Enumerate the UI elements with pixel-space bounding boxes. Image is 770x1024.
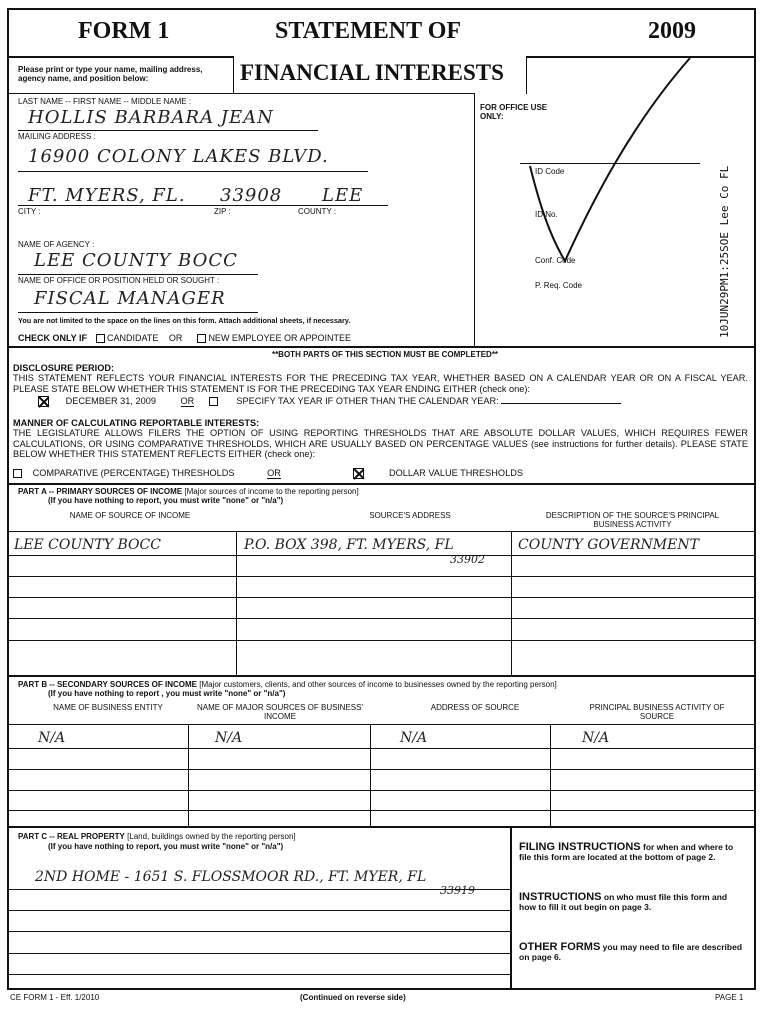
statement-title-line2: FINANCIAL INTERESTS	[240, 60, 504, 85]
divider	[8, 810, 755, 811]
city-line	[18, 205, 388, 206]
divider	[8, 618, 755, 619]
city-label: CITY :	[18, 207, 41, 216]
instr-text: on who must file this form and how to fill it out begin on page 3.	[519, 892, 728, 912]
agency-label: NAME OF AGENCY :	[18, 240, 95, 249]
divider	[8, 748, 755, 749]
part-a-desc: [Major sources of income to the reporting person]	[184, 487, 359, 496]
part-b-col2-header: NAME OF MAJOR SOURCES OF BUSINESS' INCOME	[197, 703, 363, 721]
part-c-title: PART C -- REAL PROPERTY	[18, 832, 125, 841]
candidate-label: CANDIDATE	[107, 333, 159, 343]
new-employee-label: NEW EMPLOYEE OR APPOINTEE	[208, 333, 351, 343]
other-year-checkbox[interactable]	[209, 397, 218, 406]
other-forms	[519, 942, 744, 962]
mailing-line	[18, 171, 368, 172]
divider	[233, 56, 234, 94]
check-only-label: CHECK ONLY IF	[18, 333, 88, 343]
id-code-label: ID Code	[535, 167, 565, 176]
divider	[8, 889, 510, 890]
part-a-header	[18, 487, 359, 496]
divider	[8, 597, 755, 598]
instr-head: INSTRUCTIONS	[519, 891, 602, 903]
divider	[474, 93, 475, 346]
part-b-row1-address[interactable]: N/A	[400, 730, 428, 746]
dollar-value-option: DOLLAR VALUE THRESHOLDS	[389, 468, 523, 478]
divider	[8, 640, 755, 641]
manner-options	[13, 468, 748, 479]
other-year-field[interactable]	[501, 403, 621, 404]
agency-value[interactable]: LEE COUNTY BOCC	[34, 250, 238, 271]
other-head: OTHER FORMS	[519, 941, 601, 953]
part-c-header	[18, 832, 296, 841]
part-b-col3-header: ADDRESS OF SOURCE	[430, 703, 520, 712]
new-employee-checkbox[interactable]	[197, 334, 206, 343]
p-req-code-label: P. Req. Code	[535, 281, 582, 290]
received-stamp: 10JUN29PM1:25SOE Lee Co FL	[718, 165, 731, 338]
position-value[interactable]: FISCAL MANAGER	[34, 288, 226, 309]
divider	[8, 826, 755, 828]
divider	[8, 931, 510, 932]
id-no-label: ID No.	[535, 210, 558, 219]
conf-code-label: Conf. Code	[535, 256, 576, 265]
filing-text: for when and where to file this form are located at the bottom of page 2.	[519, 842, 734, 862]
part-c-note: (If you have nothing to report, you must write "none" or "n/a")	[48, 842, 284, 851]
form-year: 2009	[648, 18, 696, 44]
divider	[8, 346, 755, 348]
dollar-value-checkbox-checked[interactable]	[353, 468, 364, 479]
part-b-header	[18, 680, 557, 689]
filing-instructions	[519, 842, 744, 862]
position-label: NAME OF OFFICE OR POSITION HELD OR SOUGHT :	[18, 276, 220, 285]
other-year-option: SPECIFY TAX YEAR IF OTHER THAN THE CALENDAR YEAR:	[236, 396, 499, 406]
county-label: COUNTY :	[298, 207, 337, 216]
part-c-row1[interactable]: 2ND HOME - 1651 S. FLOSSMOOR RD., FT. MYER, FL	[35, 869, 427, 885]
who-must-file	[519, 892, 744, 912]
comparative-option: COMPARATIVE (PERCENTAGE) THRESHOLDS	[32, 468, 235, 478]
part-b-col4-header: PRINCIPAL BUSINESS ACTIVITY OF SOURCE	[589, 703, 725, 721]
other-text: you may need to file are described on page 6.	[519, 942, 743, 962]
zip-label: ZIP :	[214, 207, 231, 216]
part-a-col1-header: NAME OF SOURCE OF INCOME	[69, 511, 191, 520]
candidate-checkbox[interactable]	[96, 334, 105, 343]
part-b-row1-sources[interactable]: N/A	[215, 730, 243, 746]
divider	[188, 724, 189, 826]
divider	[8, 675, 755, 677]
divider	[8, 93, 474, 94]
name-label: LAST NAME -- FIRST NAME -- MIDDLE NAME :	[18, 97, 192, 106]
divider	[8, 790, 755, 791]
part-a-row1-address[interactable]: P.O. BOX 398, FT. MYERS, FL	[244, 537, 454, 553]
divider	[8, 974, 510, 975]
check-mark-icon	[520, 56, 720, 286]
mailing-value[interactable]: 16900 COLONY LAKES BLVD.	[28, 146, 329, 167]
disclosure-heading: DISCLOSURE PERIOD:	[13, 363, 115, 373]
part-b-row1-activity[interactable]: N/A	[582, 730, 610, 746]
footer-continued: (Continued on reverse side)	[300, 993, 406, 1002]
or-label: OR	[168, 333, 183, 343]
zip-value[interactable]: 33908	[220, 185, 283, 206]
comparative-checkbox[interactable]	[13, 469, 22, 478]
footer-page: PAGE 1	[715, 993, 744, 1002]
name-line	[18, 130, 318, 131]
name-value[interactable]: HOLLIS BARBARA JEAN	[28, 107, 274, 128]
part-b-note: (If you have nothing to report , you must write "none" or "n/a")	[48, 689, 286, 698]
manner-text: THE LEGISLATURE ALLOWS FILERS THE OPTION OF USING REPORTING THRESHOLDS THAT ARE ABSOLUTE DOLLAR VALUES, WHICH REQUIRES FEWER CALCULATIONS, OR USING COMPARATIVE THRESHOLDS, WHICH ARE USUALLY BASED ON PERCENTAGE VALUES (see instructions for further details). PLEASE STATE BELOW WHETHER THIS STATEMENT REFLECTS EITHER (check one):	[13, 428, 748, 459]
divider	[236, 531, 237, 675]
office-use-title: FOR OFFICE USE ONLY:	[480, 103, 548, 121]
divider	[8, 724, 755, 725]
part-a-row1-name[interactable]: LEE COUNTY BOCC	[14, 537, 161, 553]
mailing-label: MAILING ADDRESS :	[18, 132, 96, 141]
part-a-note: (If you have nothing to report, you must write "none" or "n/a")	[48, 496, 284, 505]
part-a-title: PART A -- PRIMARY SOURCES OF INCOME	[18, 487, 183, 496]
part-b-row1-entity[interactable]: N/A	[38, 730, 66, 746]
print-note: Please print or type your name, mailing address, agency name, and position below:	[18, 65, 203, 83]
part-a-col2-header: SOURCE'S ADDRESS	[369, 511, 451, 520]
agency-line	[18, 274, 258, 275]
part-a-row1-activity[interactable]: COUNTY GOVERNMENT	[518, 537, 699, 553]
divider	[511, 531, 512, 675]
manner-or: OR	[267, 468, 281, 478]
divider	[8, 56, 233, 58]
section-note: **BOTH PARTS OF THIS SECTION MUST BE COMPLETED**	[271, 350, 499, 359]
disclosure-options	[38, 396, 738, 407]
divider	[8, 555, 755, 556]
form-label: FORM 1	[78, 18, 170, 44]
manner-heading: MANNER OF CALCULATING REPORTABLE INTERESTS:	[13, 418, 260, 428]
footer-form-id: CE FORM 1 - Eff. 1/2010	[10, 993, 100, 1002]
part-a-col3-header: DESCRIPTION OF THE SOURCE'S PRINCIPAL BUSINESS ACTIVITY	[545, 511, 720, 529]
divider	[8, 769, 755, 770]
statement-title-line1: STATEMENT OF	[275, 18, 462, 44]
part-b-desc: [Major customers, clients, and other sources of income to businesses owned by the reporting person]	[199, 680, 557, 689]
filing-head: FILING INSTRUCTIONS	[519, 841, 641, 853]
space-note: You are not limited to the space on the lines on this form. Attach additional sheets, if necessary.	[18, 316, 351, 325]
part-b-col1-header: NAME OF BUSINESS ENTITY	[53, 703, 163, 712]
disclosure-or: OR	[180, 396, 195, 406]
city-value[interactable]: FT. MYERS, FL.	[28, 185, 186, 206]
divider	[8, 576, 755, 577]
divider	[8, 531, 755, 532]
divider	[510, 826, 512, 990]
part-b-title: PART B -- SECONDARY SOURCES OF INCOME	[18, 680, 197, 689]
part-c-desc: [Land, buildings owned by the reporting person]	[127, 832, 296, 841]
position-line	[18, 312, 258, 313]
divider	[8, 483, 755, 485]
divider	[550, 724, 551, 826]
dec31-option: DECEMBER 31, 2009	[65, 396, 156, 406]
divider	[370, 724, 371, 826]
disclosure-text: THIS STATEMENT REFLECTS YOUR FINANCIAL INTERESTS FOR THE PRECEDING TAX YEAR, WHETHER BASED ON A CALENDAR YEAR OR ON A FISCAL YEAR. PLEASE STATE BELOW WHETHER THIS STATEMENT IS FOR THE PRECEDING TAX YEAR ENDING EITHER (check one):	[13, 373, 748, 394]
divider	[8, 953, 510, 954]
divider	[8, 910, 510, 911]
dec31-checkbox-checked[interactable]	[38, 396, 49, 407]
part-c-row1-zip[interactable]: 33919	[440, 884, 475, 897]
part-a-row1-zip[interactable]: 33902	[450, 553, 485, 566]
county-value[interactable]: LEE	[322, 185, 364, 206]
check-only-row	[18, 333, 351, 343]
